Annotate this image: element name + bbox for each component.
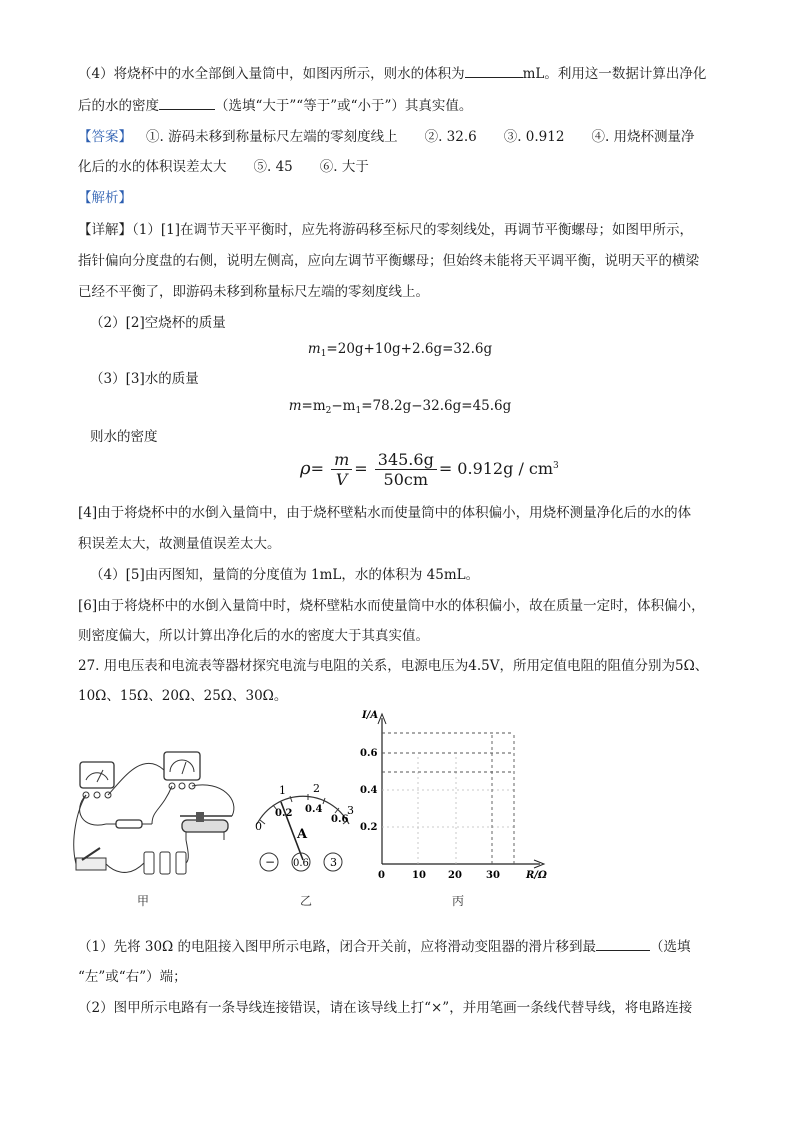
voltmeter-icon xyxy=(80,762,114,798)
terminal-neg: − xyxy=(265,855,276,869)
ytick-06: 0.6 xyxy=(360,748,378,759)
detail-p5-line-2: 积误差太大，故测量值误差太大。 xyxy=(78,536,281,552)
dial-fine-06: 0.6 xyxy=(331,814,349,825)
analysis-tag: 【解析】 xyxy=(78,190,132,206)
rheostat-icon xyxy=(180,812,232,840)
detail-line-1: 【详解】（1）[1]在调节天平平衡时，应先将游码移至标尺的零刻线处，再调节平衡螺母；如图甲所示， xyxy=(78,222,693,238)
q4-line-2 xyxy=(78,95,472,116)
sub-q2-line: （2）图甲所示电路有一条导线连接错误，请在该导线上打“×”，并用笔画一条线代替导线，将电路连接 xyxy=(78,1000,693,1016)
sub-q1-line-1: （1）先将 30Ω 的电阻接入图甲所示电路，闭合开关前，应将滑动变阻器的滑片移到最 （选填 xyxy=(78,936,691,957)
formula-rho: ρ= $\frac{m}{V}$ = $\frac{345.6g}{50cm}$ = $0.912g / cm^3$ xyxy=(300,450,559,489)
q4-text-1a: （4）将烧杯中的水全部倒入量筒中，如图丙所示，则水的体积为 xyxy=(78,66,465,82)
caption-yi: 乙 xyxy=(300,894,313,908)
resistor-icon xyxy=(106,820,152,828)
q4-text-2b: （选填“大于”“等于”或“小于”）其真实值。 xyxy=(215,98,473,114)
dial-fine-04: 0.4 xyxy=(305,804,323,815)
dial-label-0: 0 xyxy=(255,820,262,833)
xtick-0: 0 xyxy=(378,870,385,881)
sub-q1-line-2: “左”或“右”）端； xyxy=(78,969,187,985)
xtick-30: 30 xyxy=(486,870,500,881)
q4-text-2a: 后的水的密度 xyxy=(78,98,159,114)
detail-p5-line-1: [4]由于将烧杯中的水倒入量筒中，由于烧杯壁粘水而使量筒中的体积偏小，用烧杯测量净化后的水的体 xyxy=(78,505,692,521)
xtick-10: 10 xyxy=(412,870,426,881)
switch-icon xyxy=(76,848,106,870)
answer-text-2: 化后的水的体积误差太大 ⑤. 45 ⑥. 大于 xyxy=(78,159,369,175)
answer-blank-volume[interactable] xyxy=(465,63,523,78)
dial-label-3: 3 xyxy=(347,804,354,817)
answer-blank-slider[interactable] xyxy=(596,936,650,951)
detail-line-3: 已经不平衡了，即游码未移到称量标尺左端的零刻度线上。 xyxy=(78,284,429,300)
graph-ylabel: I/A xyxy=(362,710,379,721)
answer-blank-density[interactable] xyxy=(159,95,215,110)
dial-fine-02: 0.2 xyxy=(275,808,293,819)
graph-xlabel: R/Ω xyxy=(526,870,547,881)
caption-jia: 甲 xyxy=(137,894,150,908)
detail-p6: （4）[5]由丙图知，量筒的分度值为 1mL，水的体积为 45mL。 xyxy=(90,567,480,583)
q27-line-1: 27. 用电压表和电流表等器材探究电流与电阻的关系，电源电压为4.5V，所用定值电阻的阻值分别为5Ω、 xyxy=(78,658,709,674)
detail-p7-line-1: [6]由于将烧杯中的水倒入量筒中时，烧杯壁粘水而使量筒中水的体积偏小，故在质量一定时，体积偏小， xyxy=(78,598,705,614)
answer-text-1: ①. 游码未移到称量标尺左端的零刻度线上 ②. 32.6 ③. 0.912 ④. 用烧杯测量净 xyxy=(146,129,695,145)
q4-text-1b: mL。利用这一数据计算出净化 xyxy=(522,66,707,82)
dial-unit: A xyxy=(297,827,308,842)
ytick-02: 0.2 xyxy=(360,822,378,833)
caption-bing: 丙 xyxy=(452,894,465,908)
detail-p2: （2）[2]空烧杯的质量 xyxy=(90,315,226,331)
q4-line-1 xyxy=(78,63,706,84)
formula-m1: $m_1=20g+10g+2.6g=32.6g$ xyxy=(307,341,493,359)
dial-label-1: 1 xyxy=(279,784,286,797)
xtick-20: 20 xyxy=(448,870,462,881)
q27-line-2: 10Ω、15Ω、20Ω、25Ω、30Ω。 xyxy=(78,688,288,704)
graph-figure xyxy=(340,706,560,891)
dial-label-2: 2 xyxy=(313,782,320,795)
terminal-3: 3 xyxy=(330,856,337,869)
detail-line-2: 指针偏向分度盘的右侧，说明左侧高，应向左调节平衡螺母；但始终未能将天平调平衡，说明天平的横梁 xyxy=(78,253,699,269)
ammeter-icon xyxy=(164,752,200,789)
ytick-04: 0.4 xyxy=(360,785,378,796)
terminal-06: 0.6 xyxy=(293,858,309,869)
formula-m: $m=m_2-m_1=78.2g-32.6g=45.6g$ xyxy=(288,398,512,416)
answer-line-1 xyxy=(78,127,695,147)
circuit-figure xyxy=(72,740,244,890)
detail-p7-line-2: 则密度偏大，所以计算出净化后的水的密度大于其真实值。 xyxy=(78,628,429,644)
detail-p3: （3）[3]水的质量 xyxy=(90,371,199,387)
answer-tag: 【答案】 xyxy=(78,129,132,145)
battery-icon xyxy=(144,852,186,874)
analysis-line xyxy=(78,188,132,208)
answer-line-2 xyxy=(78,157,369,177)
detail-p4: 则水的密度 xyxy=(90,429,158,445)
